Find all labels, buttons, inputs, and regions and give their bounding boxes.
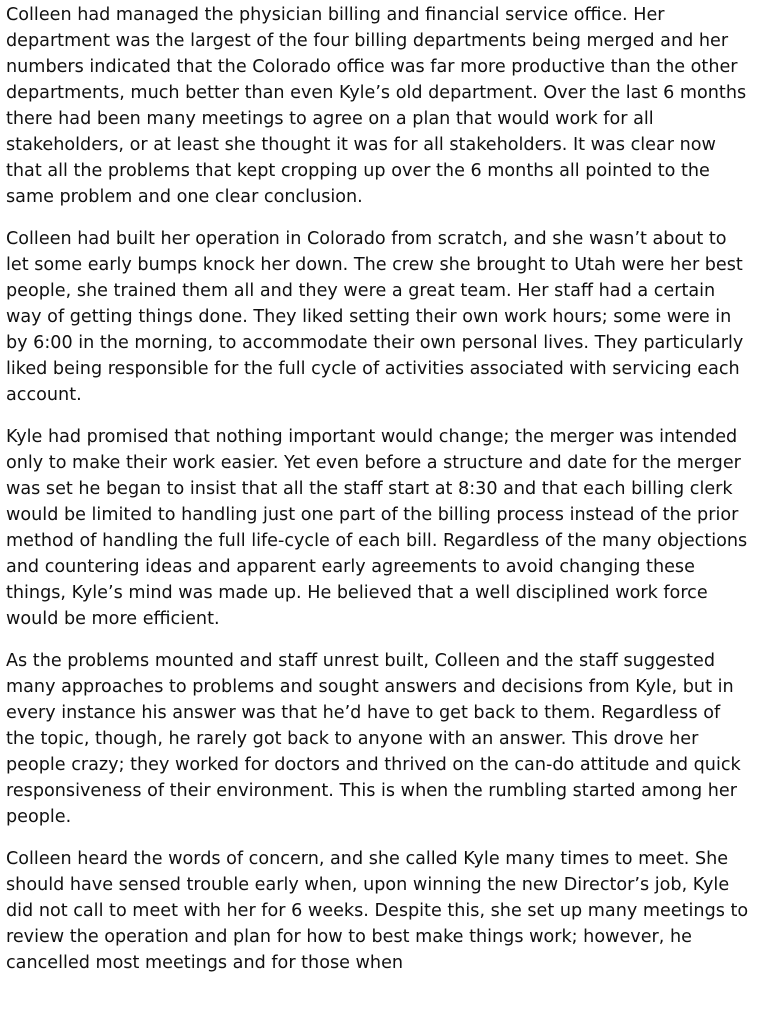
paragraph-staff-unrest: As the problems mounted and staff unrest built, Colleen and the staff suggested many approaches to problems and sought answers and decisions from Kyle, but in every instance his answer was that he’d have to get back to them. Regardless of the topic, though, he rarely got back to anyone with an answer. This drove her people crazy; they worked for doctors and thrived on the can-do attitude and quick responsiveness of their environment. This is when the rumbling started among her people. <box>6 651 741 827</box>
paragraph-meetings: Colleen heard the words of concern, and she called Kyle many times to meet. She should have sensed trouble early when, upon winning the new Director’s job, Kyle did not call to meet with her for 6 weeks. Despite this, she set up many meetings to review the operation and plan for how to best make things work; however, he cancelled most meetings and for those when <box>6 849 749 973</box>
paragraph-colorado-operation: Colleen had built her operation in Colorado from scratch, and she wasn’t about to let some early bumps knock her down. The crew she brought to Utah were her best people, she trained them all and they were a great team. Her staff had a certain way of getting things done. They liked setting their own work hours; some were in by 6:00 in the morning, to accommodate their own personal lives. They particularly liked being responsible for the full cycle of activities associated with servicing each account. <box>6 229 744 405</box>
paragraph-kyle-promise: Kyle had promised that nothing important would change; the merger was intended only to make their work easier. Yet even before a structure and date for the merger was set he began to insist that all the staff start at 8:30 and that each billing clerk would be limited to handling just one part of the billing process instead of the prior method of handling the full life-cycle of each bill. Regardless of the many objections and countering ideas and apparent early agreements to avoid changing these things, Kyle’s mind was made up. He believed that a well disciplined work force would be more efficient. <box>6 427 748 629</box>
paragraph-colleen-background: Colleen had managed the physician billing and financial service office. Her department was the largest of the four billing departments being merged and her numbers indicated that the Colorado office was far more productive than the other departments, much better than even Kyle’s old department. Over the last 6 months there had been many meetings to agree on a plan that would work for all stakeholders, or at least she thought it was for all stakeholders. It was clear now that all the problems that kept cropping up over the 6 months all pointed to the same problem and one clear conclusion. <box>6 5 747 207</box>
document-page <box>6 2 754 992</box>
